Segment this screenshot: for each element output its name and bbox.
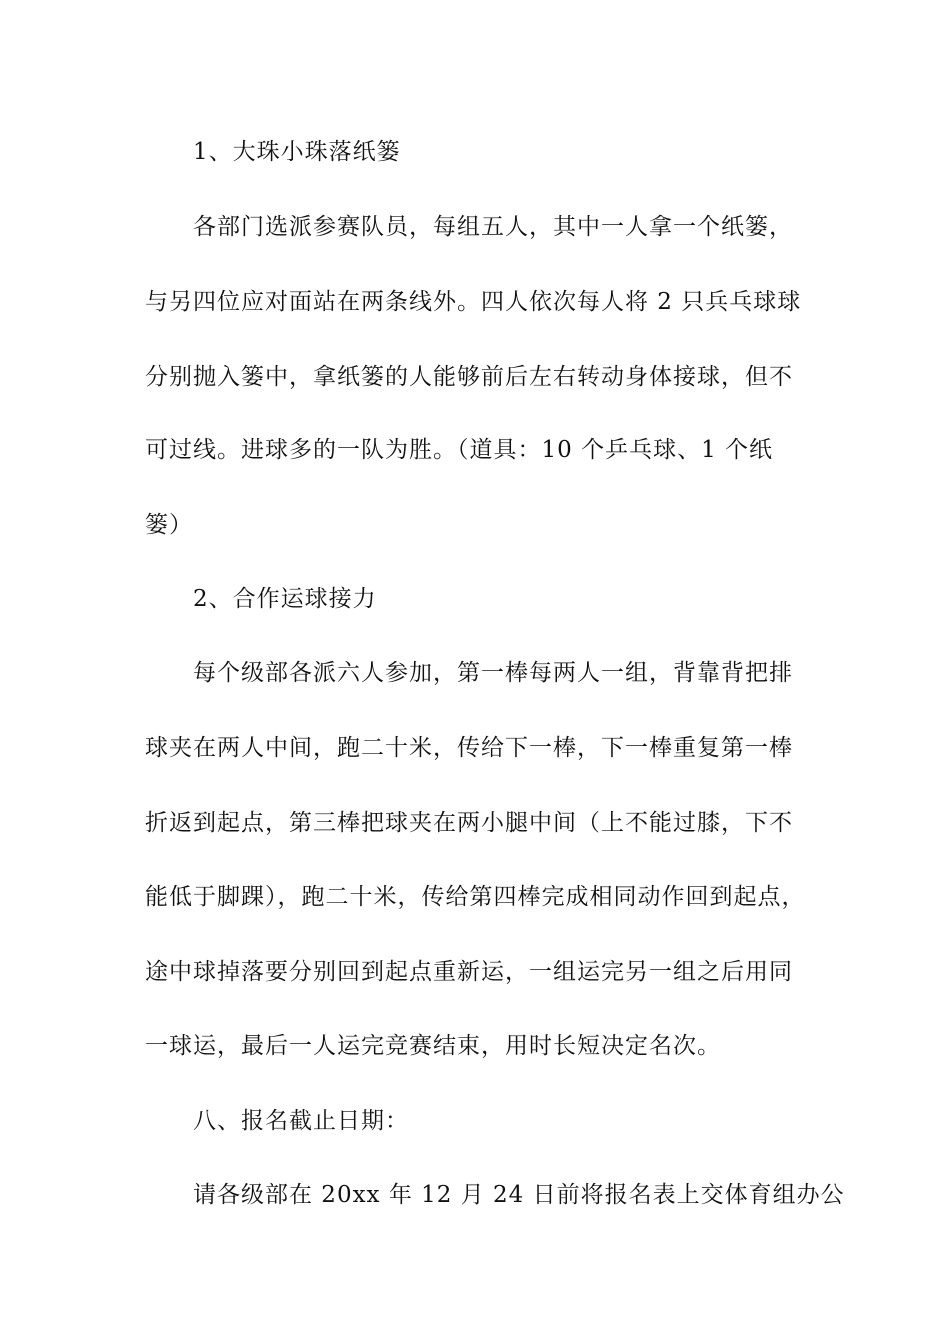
paragraph-line: 途中球掉落要分别回到起点重新运，一组运完另一组之后用同 — [145, 959, 793, 985]
section-heading-1: 1、大珠小珠落纸篓 — [193, 139, 401, 165]
paragraph-line: 各部门选派参赛队员，每组五人，其中一人拿一个纸篓， — [193, 214, 793, 240]
section-heading-2: 2、合作运球接力 — [193, 586, 377, 612]
paragraph-line: 篓） — [145, 512, 193, 538]
paragraph-line: 折返到起点，第三棒把球夹在两小腿中间（上不能过膝，下不 — [145, 810, 793, 836]
section-heading-8: 八、报名截止日期： — [193, 1108, 409, 1134]
paragraph-line: 请各级部在 20xx 年 12 月 24 日前将报名表上交体育组办公 — [193, 1182, 845, 1208]
paragraph-line: 与另四位应对面站在两条线外。四人依次每人将 2 只兵乓球球 — [145, 289, 802, 315]
paragraph-line: 每个级部各派六人参加，第一棒每两人一组，背靠背把排 — [193, 660, 793, 686]
paragraph-line: 一球运，最后一人运完竞赛结束，用时长短决定名次。 — [145, 1033, 721, 1059]
paragraph-line: 球夹在两人中间，跑二十米，传给下一棒，下一棒重复第一棒 — [145, 735, 793, 761]
paragraph-line: 能低于脚踝），跑二十米，传给第四棒完成相同动作回到起点， — [145, 884, 806, 910]
paragraph-line: 分别抛入篓中，拿纸篓的人能够前后左右转动身体接球，但不 — [145, 364, 793, 390]
paragraph-line: 可过线。进球多的一队为胜。（道具：10 个乒乓球、1 个纸 — [145, 437, 774, 463]
